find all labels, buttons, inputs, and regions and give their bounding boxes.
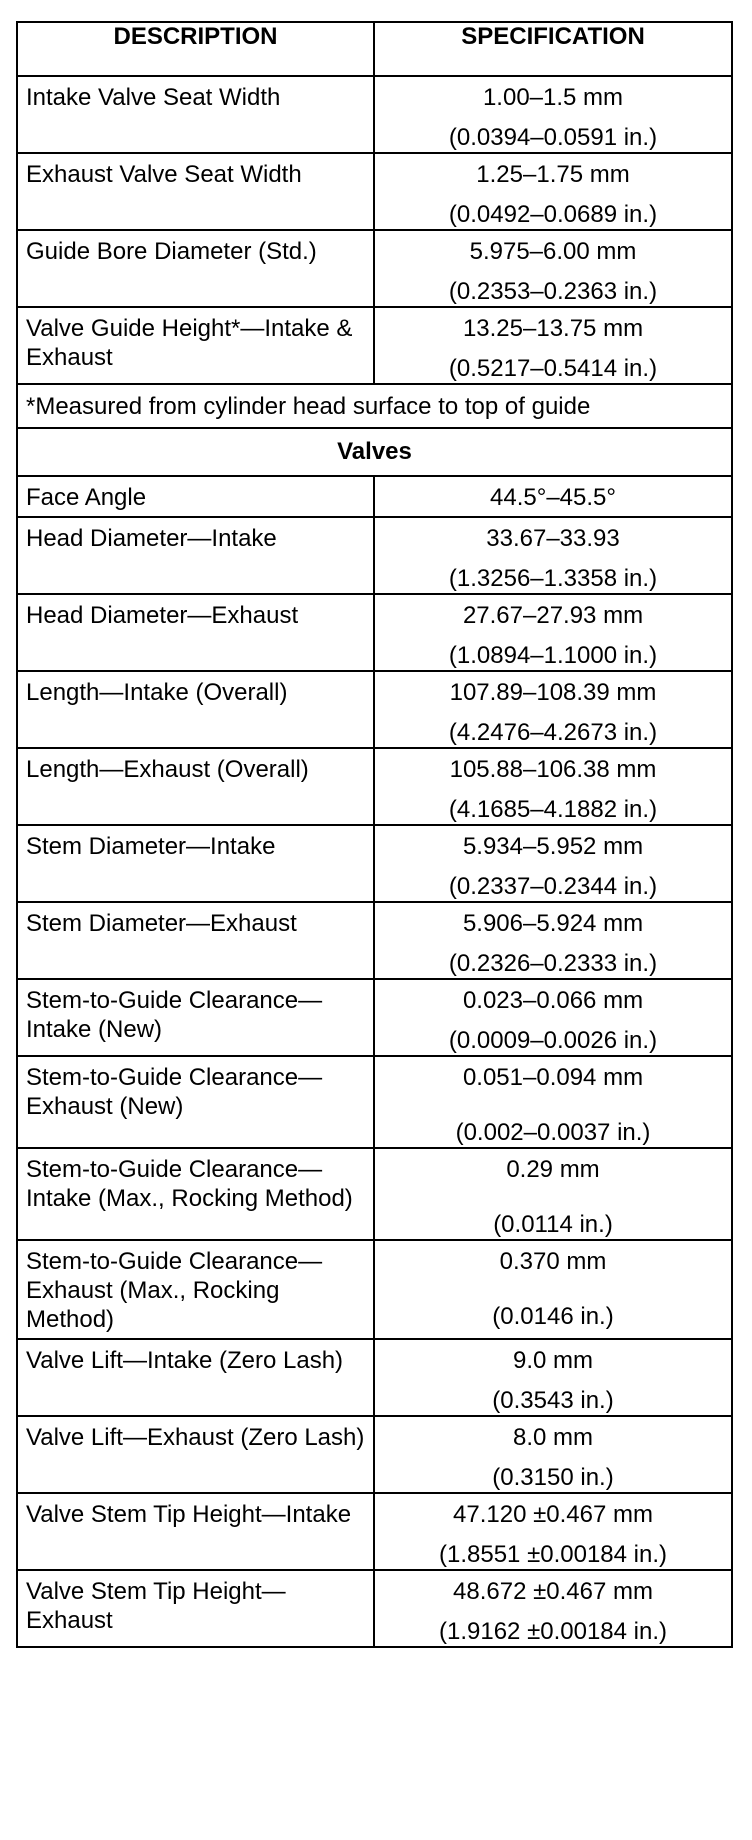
metric-value: 0.370 mm	[499, 1248, 607, 1275]
specification-cell	[374, 517, 732, 594]
table-row	[17, 1148, 732, 1240]
description-cell: Stem-to-Guide Clearance—Intake (Max., Rocking Method)	[17, 1148, 374, 1240]
description-cell: Stem-to-Guide Clearance—Exhaust (Max., Rocking Method)	[17, 1240, 374, 1339]
imperial-value: (0.0146 in.)	[492, 1303, 614, 1330]
metric-value: 0.051–0.094 mm	[462, 1064, 644, 1091]
metric-value: 48.672 ±0.467 mm	[453, 1578, 653, 1605]
imperial-value: (0.0394–0.0591 in.)	[448, 124, 658, 151]
table-row	[17, 230, 732, 307]
imperial-value: (1.8551 ±0.00184 in.)	[439, 1541, 667, 1568]
metric-value: 105.88–106.38 mm	[449, 756, 657, 783]
description-cell: Valve Lift—Intake (Zero Lash)	[17, 1339, 374, 1416]
description-cell: Stem-to-Guide Clearance—Exhaust (New)	[17, 1056, 374, 1148]
specification-cell	[374, 1570, 732, 1647]
metric-value: 44.5°–45.5°	[490, 484, 616, 511]
table-row	[17, 1339, 732, 1416]
specification-cell	[374, 153, 732, 230]
table-row	[17, 594, 732, 671]
description-cell: Length—Exhaust (Overall)	[17, 748, 374, 825]
description-cell: Valve Stem Tip Height—Intake	[17, 1493, 374, 1570]
imperial-value: (1.9162 ±0.00184 in.)	[439, 1618, 667, 1645]
specification-cell	[374, 76, 732, 153]
metric-value: 107.89–108.39 mm	[449, 679, 657, 706]
metric-value: 0.023–0.066 mm	[462, 987, 644, 1014]
description-cell: Face Angle	[17, 476, 374, 517]
specification-cell	[374, 1056, 732, 1148]
imperial-value: (0.002–0.0037 in.)	[455, 1119, 651, 1146]
footnote: *Measured from cylinder head surface to top of guide	[17, 384, 732, 428]
metric-value: 47.120 ±0.467 mm	[453, 1501, 653, 1528]
section-title: Valves	[17, 428, 732, 476]
table-row	[17, 307, 732, 384]
imperial-value: (1.0894–1.1000 in.)	[448, 642, 658, 669]
metric-value: 33.67–33.93	[486, 525, 620, 552]
imperial-value: (0.0492–0.0689 in.)	[448, 201, 658, 228]
imperial-value: (4.2476–4.2673 in.)	[448, 719, 658, 746]
table-row	[17, 76, 732, 153]
metric-value: 27.67–27.93 mm	[462, 602, 644, 629]
description-cell: Valve Stem Tip Height—Exhaust	[17, 1570, 374, 1647]
table-row	[17, 1416, 732, 1493]
description-cell: Exhaust Valve Seat Width	[17, 153, 374, 230]
table-row	[17, 1240, 732, 1339]
metric-value: 5.975–6.00 mm	[469, 238, 637, 265]
table-row	[17, 517, 732, 594]
metric-value: 8.0 mm	[512, 1424, 593, 1451]
table-row	[17, 748, 732, 825]
description-cell: Intake Valve Seat Width	[17, 76, 374, 153]
table-row	[17, 671, 732, 748]
footnote-row	[17, 384, 732, 428]
specification-cell	[374, 307, 732, 384]
table-row	[17, 902, 732, 979]
table-row	[17, 1056, 732, 1148]
specification-header: SPECIFICATION	[374, 22, 732, 76]
imperial-value: (4.1685–4.1882 in.)	[448, 796, 658, 823]
description-cell: Stem-to-Guide Clearance—Intake (New)	[17, 979, 374, 1056]
description-cell: Length—Intake (Overall)	[17, 671, 374, 748]
imperial-value: (0.2326–0.2333 in.)	[448, 950, 658, 977]
imperial-value: (0.0009–0.0026 in.)	[448, 1027, 658, 1054]
description-cell: Guide Bore Diameter (Std.)	[17, 230, 374, 307]
description-cell: Head Diameter—Intake	[17, 517, 374, 594]
imperial-value: (0.2353–0.2363 in.)	[448, 278, 658, 305]
description-cell: Valve Lift—Exhaust (Zero Lash)	[17, 1416, 374, 1493]
metric-value: 9.0 mm	[512, 1347, 593, 1374]
section-row	[17, 428, 732, 476]
specification-cell	[374, 1240, 732, 1339]
imperial-value: (0.2337–0.2344 in.)	[448, 873, 658, 900]
table-row	[17, 1570, 732, 1647]
table-row	[17, 825, 732, 902]
specification-cell	[374, 594, 732, 671]
header-row	[17, 22, 732, 76]
specification-cell	[374, 1339, 732, 1416]
metric-value: 13.25–13.75 mm	[462, 315, 644, 342]
description-cell: Stem Diameter—Intake	[17, 825, 374, 902]
metric-value: 5.934–5.952 mm	[462, 833, 644, 860]
spec-table	[16, 21, 733, 1648]
description-cell: Head Diameter—Exhaust	[17, 594, 374, 671]
description-cell: Valve Guide Height*—Intake & Exhaust	[17, 307, 374, 384]
metric-value: 0.29 mm	[506, 1156, 600, 1183]
specification-cell	[374, 1416, 732, 1493]
metric-value: 5.906–5.924 mm	[462, 910, 644, 937]
table-row	[17, 153, 732, 230]
specification-cell	[374, 748, 732, 825]
table-row	[17, 979, 732, 1056]
table-row	[17, 476, 732, 517]
imperial-value: (0.5217–0.5414 in.)	[448, 355, 658, 382]
specification-cell	[374, 1493, 732, 1570]
imperial-value: (1.3256–1.3358 in.)	[448, 565, 658, 592]
description-header: DESCRIPTION	[17, 22, 374, 76]
specification-cell	[374, 476, 732, 517]
metric-value: 1.25–1.75 mm	[476, 161, 630, 188]
specification-cell	[374, 230, 732, 307]
specification-cell	[374, 1148, 732, 1240]
imperial-value: (0.3543 in.)	[492, 1387, 614, 1414]
specification-cell	[374, 902, 732, 979]
imperial-value: (0.3150 in.)	[492, 1464, 614, 1491]
table-row	[17, 1493, 732, 1570]
specification-cell	[374, 825, 732, 902]
metric-value: 1.00–1.5 mm	[482, 84, 624, 111]
imperial-value: (0.0114 in.)	[493, 1211, 613, 1238]
specification-cell	[374, 979, 732, 1056]
specification-cell	[374, 671, 732, 748]
description-cell: Stem Diameter—Exhaust	[17, 902, 374, 979]
